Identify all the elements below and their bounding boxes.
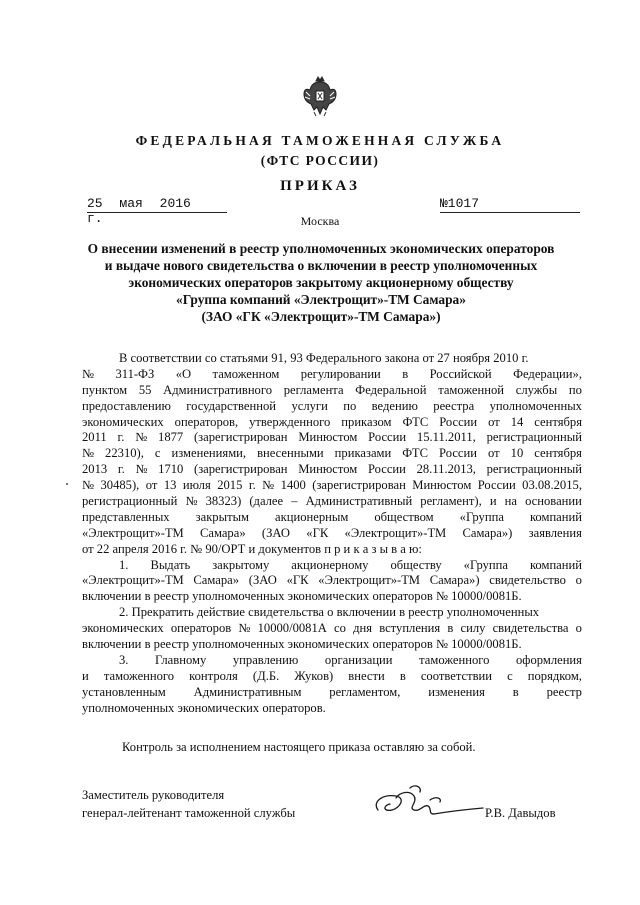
body-word: заявления xyxy=(528,525,582,540)
body-word: установленным xyxy=(82,684,166,699)
title-line: О внесении изменений в реестр уполномоченных экономических операторов xyxy=(87,241,555,256)
body-word: утвержденного xyxy=(249,414,331,429)
body-word: реестр xyxy=(546,684,582,699)
body-word: о xyxy=(575,621,582,636)
body-word: России xyxy=(368,430,407,445)
body-word: регламентом, xyxy=(329,684,401,699)
body-word: контроля xyxy=(189,668,238,683)
body-word: «Электрощит»-ТМ xyxy=(318,573,420,588)
body-line xyxy=(82,605,582,621)
body-word: Главному xyxy=(155,652,207,667)
body-line-text: от 22 апреля 2016 г. № 90/ОРТ и документов п р и к а з ы в а ю: xyxy=(82,541,422,556)
body-line-text: уполномоченных экономических операторов. xyxy=(82,700,326,715)
body-word: 03.08.2015, xyxy=(522,478,582,493)
body-line-text: включении в реестр уполномоченных экономических операторов № 10000/0081Б. xyxy=(82,637,522,652)
body-word: г. xyxy=(248,478,256,493)
body-word: № xyxy=(82,478,95,493)
date-month: мая xyxy=(119,196,143,211)
body-word: от xyxy=(145,478,158,493)
body-word: от xyxy=(488,446,500,461)
body-word: Минюстом xyxy=(298,430,358,445)
body-word: на xyxy=(504,494,517,509)
body-word: управлению xyxy=(232,652,299,667)
body-word: ФТС xyxy=(402,414,429,429)
body-word: операторов xyxy=(170,621,232,636)
agency-name: ФЕДЕРАЛЬНАЯ ТАМОЖЕННАЯ СЛУЖБА xyxy=(135,133,505,148)
body-word: 3. xyxy=(119,652,129,667)
body-word: Административный xyxy=(305,494,413,509)
body-word: 13 xyxy=(163,478,177,493)
body-line xyxy=(82,573,582,589)
body-word: закрытому xyxy=(212,557,270,572)
body-line xyxy=(82,621,582,637)
body-word: в xyxy=(447,621,454,636)
body-line-text: 2. Прекратить действие свидетельства о включении в реестр уполномоченных xyxy=(119,605,540,620)
body-line-text: включении в реестр уполномоченных экономических операторов № 10000/0081Б. xyxy=(82,589,522,604)
body-word: регламента xyxy=(283,382,344,397)
body-word: приказом xyxy=(341,414,392,429)
body-word: (ЗАО xyxy=(248,573,277,588)
body-line xyxy=(82,589,582,605)
body-word: оформления xyxy=(515,652,582,667)
date-day: 25 xyxy=(87,196,103,211)
body-word: по xyxy=(343,398,357,413)
body-word: Федеральной xyxy=(355,382,427,397)
body-word: 311-ФЗ xyxy=(115,366,155,381)
city: Москва xyxy=(300,214,340,228)
body-word: силу xyxy=(460,621,486,636)
body-word: № xyxy=(82,366,95,381)
body-line xyxy=(82,383,582,399)
body-word: Самара») xyxy=(429,573,480,588)
body-word: Жуков) xyxy=(294,668,334,683)
body-word: дня xyxy=(353,621,373,636)
body-word: таможенном xyxy=(212,366,280,381)
body-word: в xyxy=(399,668,406,683)
body-line xyxy=(82,446,582,462)
body-word: «Электрощит»-ТМ xyxy=(82,573,184,588)
body-line xyxy=(82,685,582,701)
date-year: 2016 xyxy=(159,196,191,211)
body-word: регулировании xyxy=(300,366,381,381)
body-word: закрытым xyxy=(195,509,250,524)
body-word: в xyxy=(512,684,519,699)
body-word: Самара») xyxy=(462,525,513,540)
body-word: России xyxy=(477,478,516,493)
body-word: (ЗАО xyxy=(261,525,290,540)
body-word: и xyxy=(489,494,497,509)
signer-position-line2: генерал-лейтенант таможенной службы xyxy=(82,806,296,820)
body-word: 10 xyxy=(510,446,524,461)
body-word: приказами xyxy=(334,446,392,461)
body-word: сентября xyxy=(534,414,582,429)
body-word: регламент), xyxy=(420,494,482,509)
body-word: обществом xyxy=(374,509,434,524)
body-word: изменениями, xyxy=(171,446,247,461)
body-word: 1. xyxy=(119,557,129,572)
body-line xyxy=(82,399,582,415)
document-type: ПРИКАЗ xyxy=(280,178,360,194)
body-word: государственной xyxy=(186,398,277,413)
body-word: по xyxy=(568,382,582,397)
body-line xyxy=(82,367,582,383)
body-word: вступления xyxy=(379,621,441,636)
body-word: – xyxy=(291,494,298,509)
body-line xyxy=(82,701,582,717)
body-word: ведению xyxy=(371,398,418,413)
body-word: № xyxy=(262,478,275,493)
body-word: 22310), xyxy=(105,446,144,461)
body-word: 10000/0081А xyxy=(257,621,327,636)
body-line xyxy=(82,478,582,494)
body-word: России xyxy=(367,462,406,477)
order-date xyxy=(87,196,227,226)
body-word: «ГК xyxy=(286,573,309,588)
body-word: от xyxy=(488,414,500,429)
body-word: таможенного xyxy=(103,668,175,683)
russian-coat-of-arms-icon xyxy=(302,76,338,118)
body-word: «Электрощит»-ТМ xyxy=(344,525,447,540)
body-word: обществу xyxy=(390,557,442,572)
body-word: внесенными xyxy=(257,446,324,461)
body-word: операторов, xyxy=(174,414,239,429)
body-word: 2011 xyxy=(82,430,107,445)
body-word: Минюстом xyxy=(412,478,472,493)
body-word: г. xyxy=(117,430,125,445)
body-word: службы xyxy=(515,382,558,397)
body-word: «О xyxy=(175,366,192,381)
body-word: свидетельство xyxy=(489,573,566,588)
body-line xyxy=(82,542,582,558)
body-word: России xyxy=(439,446,477,461)
body-word: и xyxy=(82,668,89,683)
body-word: Административного xyxy=(163,382,272,397)
body-word: о xyxy=(575,573,582,588)
agency-short-name: (ФТС РОССИИ) xyxy=(260,153,380,168)
scan-speck xyxy=(66,483,68,485)
body-word: 15.11.2011, xyxy=(416,430,476,445)
body-word: соответствии xyxy=(420,668,493,683)
body-word: компаний xyxy=(529,557,582,572)
handwritten-signature-icon xyxy=(370,784,485,828)
body-word: № xyxy=(238,621,251,636)
body-word: регистрационный xyxy=(486,462,582,477)
body-word: «ГК xyxy=(306,525,329,540)
order-title xyxy=(60,240,582,325)
body-word: сентября xyxy=(534,446,582,461)
body-word: Минюстом xyxy=(298,462,358,477)
signer-position-line1: Заместитель руководителя xyxy=(82,788,225,802)
body-word: регистрационный xyxy=(486,430,582,445)
title-line: (ЗАО «ГК «Электрощит»-ТМ Самара») xyxy=(201,309,441,324)
body-word: Самара» xyxy=(193,573,240,588)
body-word: таможенной xyxy=(438,382,505,397)
body-line xyxy=(82,526,582,542)
body-word: 1400 xyxy=(280,478,306,493)
body-word: 2013 xyxy=(82,462,108,477)
body-word: 28.11.2013, xyxy=(416,462,476,477)
body-word: представленных xyxy=(82,509,170,524)
body-word: «Группа xyxy=(459,509,504,524)
signer-name: Р.В. Давыдов xyxy=(485,806,556,820)
body-word: таможенного xyxy=(419,652,490,667)
order-body xyxy=(82,351,582,716)
body-word: Административным xyxy=(193,684,302,699)
body-word: предоставлению xyxy=(82,398,171,413)
body-word: с xyxy=(154,446,161,461)
body-word: услуги xyxy=(291,398,328,413)
title-line: экономических операторов закрытому акционерному обществу xyxy=(128,275,514,290)
body-word: реестра xyxy=(433,398,475,413)
body-word: изменения xyxy=(428,684,485,699)
body-line xyxy=(82,430,582,446)
body-word: Российской xyxy=(429,366,492,381)
body-word: 55 xyxy=(138,382,152,397)
body-word: с xyxy=(507,668,513,683)
body-word: регистрационный xyxy=(82,494,178,509)
body-word: № xyxy=(82,446,95,461)
body-word: (зарегистрирован xyxy=(194,462,288,477)
body-word: уполномоченных xyxy=(489,398,582,413)
title-line: «Группа компаний «Электрощит»-ТМ Самара» xyxy=(176,292,466,307)
body-word: акционерным xyxy=(275,509,349,524)
body-word: экономических xyxy=(82,414,164,429)
body-word: России xyxy=(439,414,478,429)
body-word: 2015 xyxy=(217,478,243,493)
body-word: 1877 xyxy=(158,430,184,445)
body-word: внести xyxy=(348,668,385,683)
body-word: (зарегистрирован xyxy=(193,430,288,445)
body-word: Выдать xyxy=(150,557,191,572)
body-line xyxy=(82,669,582,685)
body-word: свидетельства xyxy=(492,621,569,636)
body-word: (зарегистрирован xyxy=(312,478,406,493)
body-word: ФТС xyxy=(402,446,428,461)
body-line xyxy=(82,351,582,367)
date-suffix: г. xyxy=(87,211,103,226)
body-word: организации xyxy=(324,652,393,667)
body-word: (далее xyxy=(249,494,284,509)
body-word: порядком, xyxy=(527,668,582,683)
body-word: «Электрощит»-ТМ xyxy=(82,525,184,540)
body-word: основании xyxy=(525,494,582,509)
body-word: «Группа xyxy=(463,557,508,572)
body-word: акционерному xyxy=(291,557,369,572)
body-word: г. xyxy=(117,462,125,477)
body-word: в xyxy=(402,366,409,381)
order-number: №1017 xyxy=(440,196,580,213)
body-word: Самара» xyxy=(199,525,246,540)
body-word: № xyxy=(185,494,198,509)
body-word: 38323) xyxy=(205,494,242,509)
body-line xyxy=(82,653,582,669)
body-word: № xyxy=(135,462,148,477)
body-word: (Д.Б. xyxy=(252,668,280,683)
body-line xyxy=(82,415,582,431)
body-word: июля xyxy=(182,478,211,493)
body-line xyxy=(82,510,582,526)
body-word: пунктом xyxy=(82,382,128,397)
body-word: компаний xyxy=(529,509,582,524)
body-line xyxy=(82,637,582,653)
body-line-text: В соответствии со статьями 91, 93 Федерального закона от 27 ноября 2010 г. xyxy=(119,351,529,365)
body-line xyxy=(82,494,582,510)
body-word: 14 xyxy=(510,414,524,429)
body-line xyxy=(82,462,582,478)
body-word: 30485), xyxy=(100,478,140,493)
body-line xyxy=(82,558,582,574)
body-word: экономических xyxy=(82,621,164,636)
body-word: 1710 xyxy=(158,462,184,477)
body-word: Федерации», xyxy=(513,366,582,381)
body-word: № xyxy=(135,430,148,445)
control-clause: Контроль за исполнением настоящего приказа оставляю за собой. xyxy=(122,740,476,754)
body-word: со xyxy=(334,621,346,636)
title-line: и выдаче нового свидетельства о включении в реестр уполномоченных xyxy=(104,258,538,273)
